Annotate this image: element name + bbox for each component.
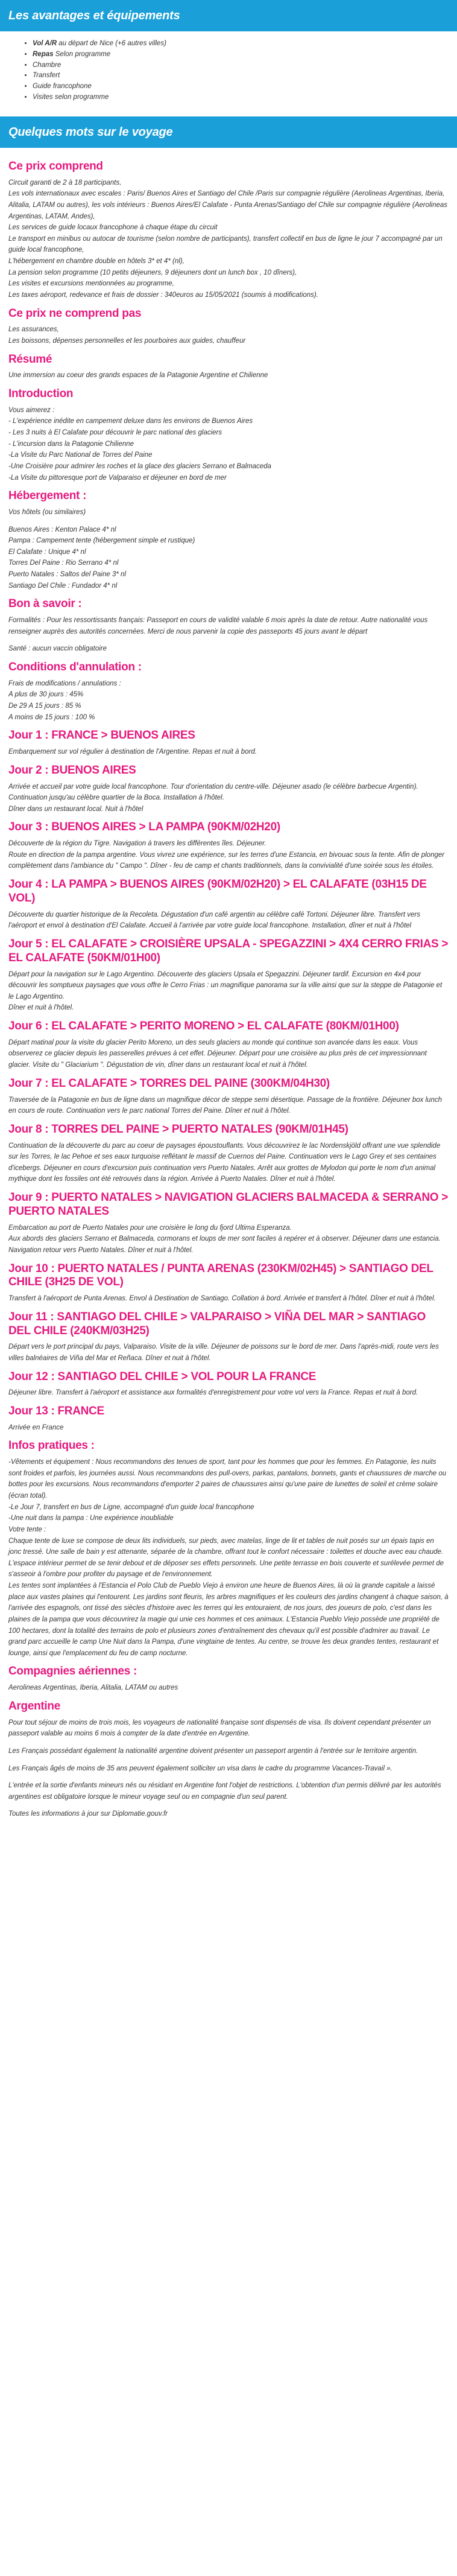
- section-paragraph: Une immersion au coeur des grands espaces de la Patagonie Argentine et Chilienne: [8, 372, 268, 380]
- section-jour-1: [8, 729, 449, 757]
- section-paragraph: Les assurances, Les boissons, dépenses personnelles et les pourboires aux guides, chauffeur: [8, 326, 246, 345]
- section-paragraph: Santé : aucun vaccin obligatoire: [8, 645, 107, 653]
- section-paragraph: Déjeuner libre. Transfert à l'aéroport et assistance aux formalités d'enregistrement pour votre vol vers la France. Repas et nuit à bord.: [8, 1389, 418, 1397]
- section-paragraph: Vous aimerez : - L'expérience inédite en campement deluxe dans les environs de Buenos Aires - Les 3 nuits à El Calafate pour découvrir le parc national des glaciers - L'incursion dans la Patagonie Chilienne -La Visite du Parc National de Torres del Paine -Une Croisière pour admirer les roches et la glace des glaciers Serrano et Balmaceda -La Visite du pittoresque port de Valparaiso et déjeuner en bord de mer: [8, 406, 271, 482]
- section-paragraph: Les Français âgés de moins de 35 ans peuvent également solliciter un visa dans le cadre du programme Vacances-Travail ».: [8, 1764, 392, 1772]
- section-jour-3: [8, 821, 449, 872]
- section-paragraph: Embarquement sur vol régulier à destination de l'Argentine. Repas et nuit à bord.: [8, 748, 257, 756]
- section-paragraph: L'entrée et la sortie d'enfants mineurs nés ou résidant en Argentine font l'objet de restrictions. L'obtention d'un permis délivré par les autorités argentines est obligatoire lorsque le mineur voyage seul ou en compagnie d'un seul parent.: [8, 1782, 441, 1801]
- advantage-item-text: Transfert: [33, 72, 60, 80]
- section-paragraph: Traversée de la Patagonie en bus de ligne dans un magnifique décor de steppe semi désertique. Passage de la frontière. Déjeuner box lunch en cours de route. Continuation vers le parc national Torres del Paine. Dîner et nuit à l'hôtel.: [8, 1096, 442, 1115]
- section-title: Jour 3 : BUENOS AIRES > LA PAMPA (90KM/02H20): [8, 821, 280, 834]
- advantage-item: [33, 92, 449, 103]
- section-title: Jour 8 : TORRES DEL PAINE > PUERTO NATALES (90KM/01H45): [8, 1122, 348, 1136]
- section-title: Jour 6 : EL CALAFATE > PERITO MORENO > EL CALAFATE (80KM/01H00): [8, 1020, 399, 1033]
- section-title: Résumé: [8, 352, 52, 366]
- section-paragraph: Départ pour la navigation sur le Lago Argentino. Découverte des glaciers Upsala et Spegazzini. Déjeuner tardif. Excursion en 4x4 pour découvrir les somptueux paysages que vous offre le Cerro Frias : un magnifique panorama sur la ville ainsi que sur la steppe de Patagonie et le Lago Argentino. Dîner et nuit à l'hôtel.: [8, 970, 443, 1012]
- section-jour-13: [8, 1405, 449, 1433]
- section-title: Conditions d'annulation :: [8, 661, 142, 674]
- section-jour-5: [8, 938, 449, 1014]
- section-paragraph: Vos hôtels (ou similaires): [8, 508, 86, 516]
- advantage-item-strong: Vol A/R: [33, 40, 57, 47]
- section-annulation: [8, 661, 449, 723]
- section-paragraph: Embarcation au port de Puerto Natales pour une croisière le long du fjord Ultima Esperanza. Aux abords des glaciers Serrano et Balmaceda, cormorans et loups de mer sont faciles à repérer et à observer. Déjeuner dans une estancia. Navigation retour vers Puerto Natales. Dîner et nuit à l'hôtel.: [8, 1224, 441, 1254]
- section-paragraph: Frais de modifications / annulations : A plus de 30 jours : 45% De 29 A 15 jours : 85 % A moins de 15 jours : 100 %: [8, 679, 121, 721]
- section-hebergement: [8, 489, 449, 591]
- section-title: Argentine: [8, 1699, 60, 1713]
- section-paragraph: Départ matinal pour la visite du glacier Perito Moreno, un des seuls glaciers au monde qui continue son avancée dans les eaux. Vous observerez ce glacier depuis les passerelles prévues à cet effet. Déjeuner. Départ pour une croisière au plus près de cet impressionnant glacier. Visite du " Glaciarium ". Dégustation de vin, dîner dans un restaurant local et nuit à l'hôtel.: [8, 1038, 427, 1069]
- section-title: Jour 7 : EL CALAFATE > TORRES DEL PAINE (300KM/04H30): [8, 1077, 330, 1090]
- section-argentine: [8, 1700, 449, 1820]
- section-prix-comprend: [8, 160, 449, 301]
- section-jour-4: [8, 878, 449, 932]
- section-paragraph: Les Français possédant également la nationalité argentine doivent présenter un passeport argentin à l'entrée sur le territoire argentin.: [8, 1747, 418, 1755]
- section-paragraph: Circuit garanti de 2 à 18 participants, Les vols internationaux avec escales : Paris/ Buenos Aires et Santiago del Chile /Paris sur compagnie régulière (Aerolineas Argentinas, Iberia, Alitalia, LATAM ou autres), les vols intérieurs : Buenos Aires/El Calafate - Punta Arenas/Santiago del Chile sur compagnie régulière (Aerolineas Argentinas, LATAM, Andes), Les services de guide locaux francophone à chaque étape du circuit Le transport en minibus ou autocar de tourisme (selon nombre de participants), transfert collectif en bus de ligne le jour 7 accompagné par un guide local francophone, L'hébergement en chambre double en hôtels 3* et 4* (nl), La pension selon programme (10 petits déjeuners, 9 déjeuners dont un lunch box , 10 dîners), Les visites et excursions mentionnées au programme, Les taxes aéroport, redevance et frais de dossier : 340euros au 15/05/2021 (soumis à modifications).: [8, 179, 448, 299]
- section-paragraph: Découverte de la région du Tigre. Navigation à travers les différentes îles. Déjeuner. Route en direction de la pampa argentine. Vous vivrez une expérience, sur les terres d'une Estancia, en bivouac sous la tente. Afin de plonger complètement dans l'ambiance du " Campo ". Dîner - feu de camp et chants traditionnels, dans la convivialité d'une soirée sous les étoiles.: [8, 840, 445, 870]
- advantage-item-text: Guide francophone: [33, 83, 92, 91]
- section-title: Ce prix comprend: [8, 159, 103, 173]
- section-paragraph: Formalités : Pour les ressortissants français: Passeport en cours de validité valable 6 mois après la date de retour. Autre nationalité vous renseigner auprès des autorités concernées. Merci de nous parvenir la copie des passeports 45 jours avant le départ: [8, 617, 428, 635]
- advantage-item-text: Selon programme: [53, 50, 111, 58]
- advantage-item: [33, 60, 449, 71]
- section-infos-pratiques: [8, 1439, 449, 1659]
- advantage-item-text: au départ de Nice (+6 autres villes): [57, 40, 166, 47]
- section-paragraph: Départ vers le port principal du pays, Valparaiso. Visite de la ville. Déjeuner de poissons sur le bord de mer. Dans l'après-midi, route vers les villes balnéaires de Viña del Mar et Reñaca. Dîner et nuit à l'hôtel.: [8, 1343, 439, 1362]
- section-paragraph: Arrivée en France: [8, 1423, 64, 1431]
- advantages-section: [0, 31, 457, 116]
- section-jour-9: [8, 1191, 449, 1256]
- section-prix-ne-comprend: [8, 307, 449, 347]
- section-title: Introduction: [8, 387, 74, 401]
- advantages-band: Les avantages et équipements: [0, 0, 457, 31]
- advantages-list: [8, 39, 449, 103]
- section-jour-10: [8, 1262, 449, 1305]
- section-title: Jour 5 : EL CALAFATE > CROISIÈRE UPSALA - SPEGAZZINI > 4X4 CERRO FRIAS > EL CALAFATE (50KM/01H00): [8, 937, 449, 964]
- section-jour-8: [8, 1123, 449, 1185]
- section-title: Bon à savoir :: [8, 597, 82, 611]
- section-paragraph: Transfert à l'aéroport de Punta Arenas. Envol à Destination de Santiago. Collation à bord. Arrivée et transfert à l'hôtel. Dîner et nuit à l'hôtel.: [8, 1295, 436, 1303]
- section-paragraph: Continuation de la découverte du parc au coeur de paysages époustouflants. Vous découvrirez le lac Nordenskjöld offrant une vue splendide sur les Torres, le lac Pehoe et ses eaux turquoise reflétant le massif de Cuernos del Paine. Continuation vers le Lago Grey et ses centaines d'icebergs. Déjeuner en cours d'excursion puis continuation vers Puerto Natales. Arrêt aux grottes de Mylodon qui porte le nom d'un animal mythique dont les fossiles ont été retrouvés dans la région. Arrivée à Puerto Natales. Dîner et nuit à l'hôtel.: [8, 1142, 441, 1183]
- section-jour-7: [8, 1077, 449, 1117]
- section-title: Jour 12 : SANTIAGO DEL CHILE > VOL POUR LA FRANCE: [8, 1370, 317, 1383]
- trip-content: [0, 148, 457, 1832]
- section-paragraph: Buenos Aires : Kenton Palace 4* nl Pampa : Campement tente (hébergement simple et rustique) El Calafate : Unique 4* nl Torres Del Paine : Rio Serrano 4* nl Puerto Natales : Saltos del Paine 3* nl Santiago Del Chile : Fundador 4* nl: [8, 526, 195, 590]
- section-title: Jour 10 : PUERTO NATALES / PUNTA ARENAS (230KM/02H45) > SANTIAGO DEL CHILE (3H25 DE VOL): [8, 1262, 433, 1289]
- section-paragraph: Découverte du quartier historique de la Recoleta. Dégustation d'un café argentin au célèbre café Tortoni. Déjeuner libre. Transfert vers l'aéroport et envol à destination d'El Calafate. Accueil à l'arrivée par votre guide local francophone. Installation, dîner et nuit à l'hôtel: [8, 911, 420, 930]
- advantage-item: [33, 39, 449, 49]
- section-title: Jour 1 : FRANCE > BUENOS AIRES: [8, 729, 195, 742]
- section-footer: Toutes les informations à jour sur Diplomatie.gouv.fr: [8, 1810, 168, 1818]
- section-jour-6: [8, 1020, 449, 1071]
- section-title: Jour 2 : BUENOS AIRES: [8, 763, 136, 777]
- section-title: Ce prix ne comprend pas: [8, 307, 142, 320]
- advantage-item-text: Chambre: [33, 61, 61, 69]
- section-title: Jour 13 : FRANCE: [8, 1405, 104, 1417]
- section-paragraph: Arrivée et accueil par votre guide local francophone. Tour d'orientation du centre-ville. Déjeuner asado (le célèbre barbecue Argentin). Continuation jusqu'au célèbre quartier de la Boca. Installation à l'hôtel. Dîner dans un restaurant local. Nuit à l'hôtel: [8, 783, 418, 813]
- section-compagnies: [8, 1665, 449, 1693]
- section-jour-12: [8, 1370, 449, 1399]
- section-paragraph: -Vêtements et équipement : Nous recommandons des tenues de sport, tant pour les hommes que pour les femmes. En Patagonie, les nuits sont froides et parfois, les journées aussi. Nous recommandons des pull-overs, parkas, pantalons, bonnets, gants et chaussures de marche ou bottes pour les excursions. Nous recommandons d'emporter 2 paires de chaussures ainsi qu'une paire de lunettes de soleil et crème solaire (écran total). -Le Jour 7, transfert en bus de Ligne, accompagné d'un guide local francophone -Une nuit dans la pampa : Une expérience inoubliable Votre tente : Chaque tente de luxe se compose de deux lits individuels, sur pieds, avec matelas, linge de lit et tables de nuit posés sur un épais tapis en jonc tressé. Une salle de bain y est attenante, séparée de la chambre, offrant tout le confort nécessaire : toilettes et douche avec eau chaude. L'espace intérieur permet de se tenir debout et de déposer ses effets personnels. Une petite terrasse en bois couverte et surélevée permet de s'asseoir à l'ombre pour profiter du paysage et de l'environnement. Les tentes sont implantées à l'Estancia el Polo Club de Pueblo Viejo à environ une heure de Buenos Aires, là où la grande capitale a laissé place aux vastes plaines qui l'entourent. Les jardins sont fleuris, les arbres magnifiques et les couleurs des jardins changent à chaque saison, à l'arrivée des espagnols, ont tissé des siècles d'histoire avec les terres qui les entouraient, de nos jours, des joueurs de polo, c'est dans les plaines de la pampa que vous découvrirez la magie qui unie ces hommes et ces animaux. L'Estancia Pueblo Viejo possède une propriété de 100 hectares, dont la totalité des terrains de polo et plusieurs zones d'entraînement des chevaux qu'il est possible d'admirer au travail. Le grand parc accueille le camp Une Nuit dans la Pampa, d'une vingtaine de tentes. Au centre, se trouve les deux grandes tentes, restaurant et lounge, ainsi que l'emplacement du feu de camp nocturne.: [8, 1458, 449, 1657]
- section-title: Infos pratiques :: [8, 1439, 95, 1452]
- section-jour-2: [8, 764, 449, 815]
- section-title: Jour 11 : SANTIAGO DEL CHILE > VALPARAISO > VIÑA DEL MAR > SANTIAGO DEL CHILE (240KM/03H25): [8, 1310, 426, 1337]
- section-bon-a-savoir: [8, 597, 449, 655]
- section-paragraph: Aerolineas Argentinas, Iberia, Alitalia, LATAM ou autres: [8, 1684, 178, 1692]
- advantage-item: [33, 81, 449, 92]
- advantage-item-strong: Repas: [33, 50, 54, 58]
- section-title: Jour 4 : LA PAMPA > BUENOS AIRES (90KM/02H20) > EL CALAFATE (03H15 DE VOL): [8, 878, 427, 905]
- section-resume: [8, 353, 449, 381]
- advantage-item: [33, 49, 449, 60]
- advantage-item: [33, 71, 449, 81]
- section-jour-11: [8, 1311, 449, 1364]
- section-paragraph: Pour tout séjour de moins de trois mois, les voyageurs de nationalité française sont dispensés de visa. Ils doivent cependant présenter un passeport valable au moins 6 mois à compter de la date d'entrée en Argentine.: [8, 1719, 431, 1738]
- section-title: Jour 9 : PUERTO NATALES > NAVIGATION GLACIERS BALMACEDA & SERRANO > PUERTO NATALES: [8, 1191, 449, 1218]
- trip-band: Quelques mots sur le voyage: [0, 116, 457, 148]
- section-introduction: [8, 387, 449, 483]
- section-title: Compagnies aériennes :: [8, 1665, 137, 1678]
- section-title: Hébergement :: [8, 489, 87, 503]
- advantage-item-text: Visites selon programme: [33, 94, 109, 101]
